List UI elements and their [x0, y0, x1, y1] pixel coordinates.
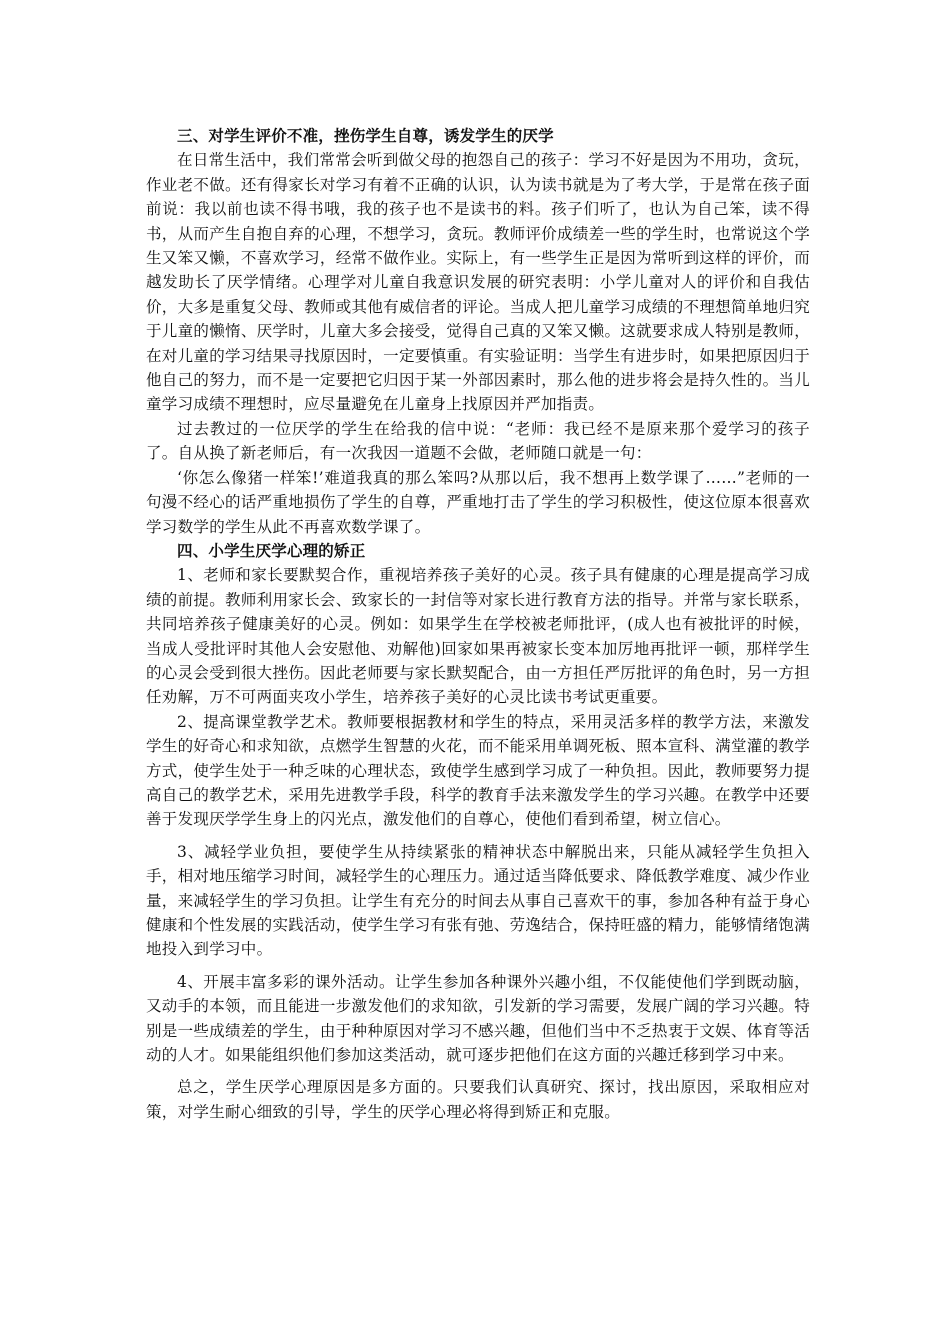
- section-4-paragraph-2: 2、提高课堂教学艺术。教师要根据教材和学生的特点，采用灵活多样的教学方法，来激发学生的好奇心和求知欲，点燃学生智慧的火花，而不能采用单调死板、照本宣科、满堂灌的教学方式，使学生处于一种乏味的心理状态，致使学生感到学习成了一种负担。因此，教师要努力提高自己的教学艺术，采用先进教学手段，科学的教育手法来激发学生的学习兴趣。在教学中还要善于发现厌学学生身上的闪光点，激发他们的自尊心，使他们看到希望，树立信心。: [146, 712, 810, 829]
- section-3-heading: 三、对学生评价不准，挫伤学生自尊，诱发学生的厌学: [177, 126, 554, 145]
- section-4-paragraph-5: 总之，学生厌学心理原因是多方面的。只要我们认真研究、探讨，找出原因，采取相应对策，对学生耐心细致的引导，学生的厌学心理必将得到矫正和克服。: [146, 1078, 810, 1121]
- section-3-paragraph-1: 在日常生活中，我们常常会听到做父母的抱怨自己的孩子：学习不好是因为不用功，贪玩，作业老不做。还有得家长对学习有着不正确的认识，认为读书就是为了考大学，于是常在孩子面前说：我以前也读不得书哦，我的孩子也不是读书的料。孩子们听了，也认为自己笨，读不得书，从而产生自抱自弃的心理，不想学习，贪玩。教师评价成绩差一些的学生时，也常说这个学生又笨又懒，不喜欢学习，经常不做作业。实际上，有一些学生正是因为常听到这样的评价，而越发助长了厌学情绪。心理学对儿童自我意识发展的研究表明：小学儿童对人的评价和自我估价，大多是重复父母、教师或其他有威信者的评论。当成人把儿童学习成绩的不理想简单地归究于儿童的懒惰、厌学时，儿童大多会接受，觉得自己真的又笨又懒。这就要求成人特别是教师，在对儿童的学习结果寻找原因时，一定要慎重。有实验证明：当学生有进步时，如果把原因归于他自己的努力，而不是一定要把它归因于某一外部因素时，那么他的进步将会是持久性的。当儿童学习成绩不理想时，应尽量避免在儿童身上找原因并严加指责。: [146, 151, 810, 414]
- section-4-paragraph-4: 4、开展丰富多彩的课外活动。让学生参加各种课外兴趣小组，不仅能使他们学到既动脑，又动手的本领，而且能进一步激发他们的求知欲，引发新的学习需要，发展广阔的学习兴趣。特别是一些成绩差的学生，由于种种原因对学习不感兴趣，但他们当中不乏热衷于文娱、体育等活动的人才。如果能组织他们参加这类活动，就可逐步把他们在这方面的兴趣迁移到学习中来。: [146, 972, 810, 1065]
- section-3-paragraph-2: 过去教过的一位厌学的学生在给我的信中说：“老师：我已经不是原来那个爱学习的孩子了。自从换了新老师后，有一次我因一道题不会做，老师随口就是一句：: [146, 419, 810, 463]
- section-3-paragraph-3: ‘你怎么像猪一样笨!’难道我真的那么笨吗?从那以后，我不想再上数学课了……”老师的一句漫不经心的话严重地损伤了学生的自尊，严重地打击了学生的学习积极性，使这位原本很喜欢学习数学的学生从此不再喜欢数学课了。: [146, 468, 810, 536]
- section-4-paragraph-3: 3、减轻学业负担，要使学生从持续紧张的精神状态中解脱出来，只能从减轻学生负担入手，相对地压缩学习时间，减轻学生的心理压力。通过适当降低要求、降低教学难度、减少作业量，来减轻学生的学习负担。让学生有充分的时间去从事自己喜欢干的事，参加各种有益于身心健康和个性发展的实践活动，使学生学习有张有弛、劳逸结合，保持旺盛的精力，能够情绪饱满地投入到学习中。: [146, 842, 810, 959]
- section-4-paragraph-1: 1、老师和家长要默契合作，重视培养孩子美好的心灵。孩子具有健康的心理是提高学习成绩的前提。教师利用家长会、致家长的一封信等对家长进行教育方法的指导。并常与家长联系，共同培养孩子健康美好的心灵。例如：如果学生在学校被老师批评，(成人也有被批评的时候，当成人受批评时其他人会安慰他、劝解他)回家如果再被家长变本加厉地再批评一顿，那样学生的心灵会受到很大挫伤。因此老师要与家长默契配合，由一方担任严厉批评的角色时，另一方担任劝解，万不可两面夹攻小学生，培养孩子美好的心灵比读书考试更重要。: [146, 566, 810, 707]
- section-4-heading: 四、小学生厌学心理的矫正: [177, 540, 366, 560]
- document-page: [146, 124, 810, 1124]
